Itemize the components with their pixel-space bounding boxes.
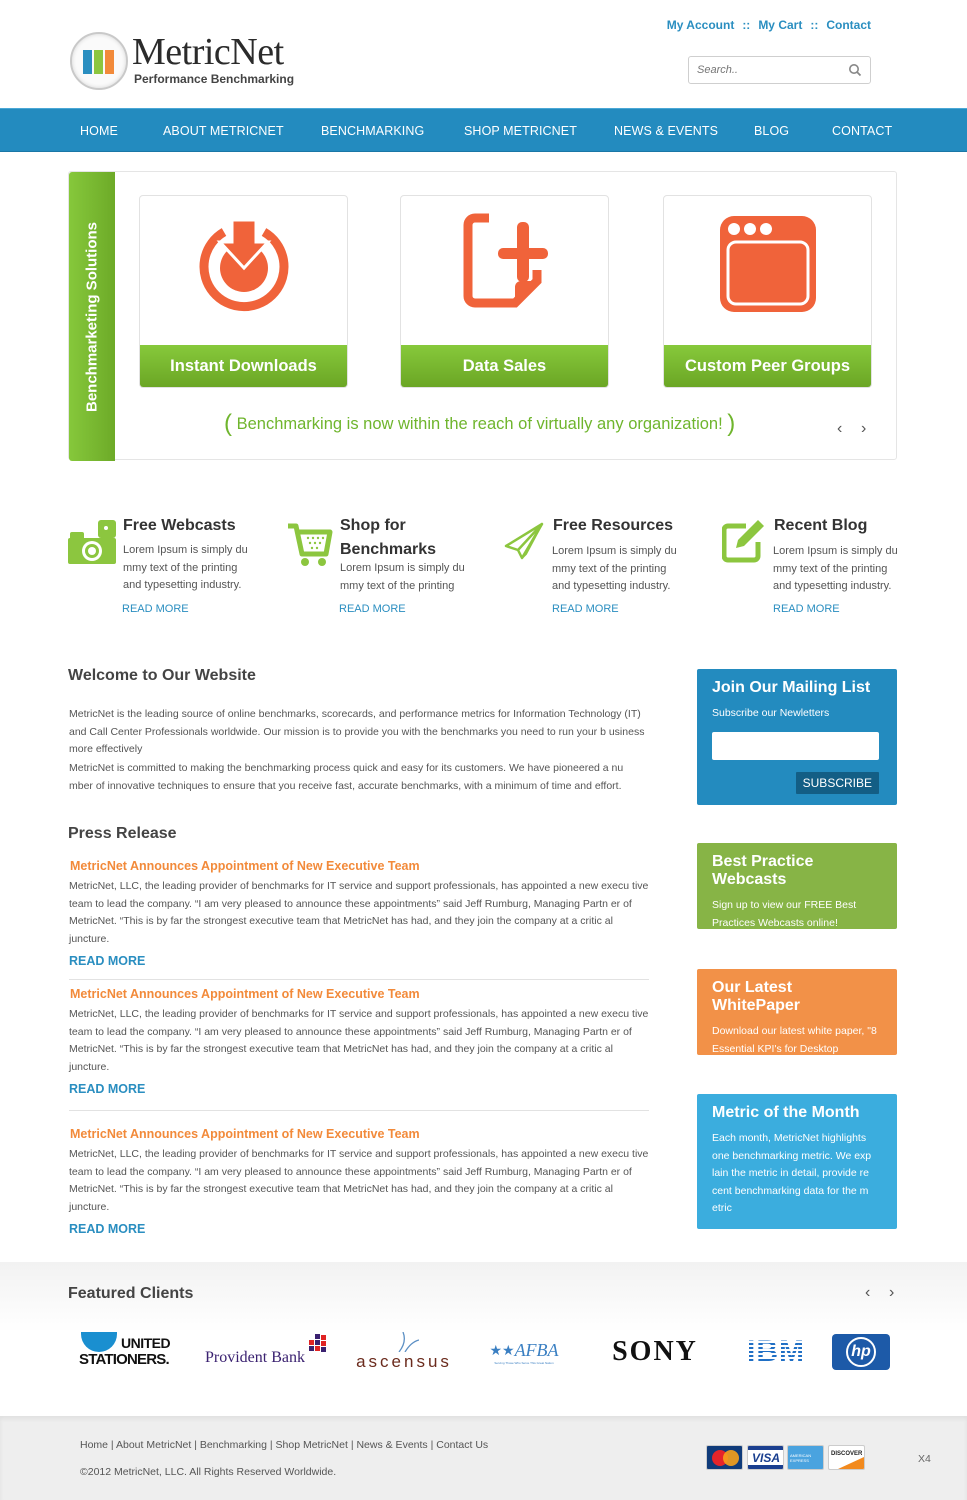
card-data-sales[interactable] — [400, 195, 609, 388]
press-item — [69, 859, 649, 970]
whitepaper-box[interactable] — [697, 969, 897, 1055]
provident-bank-squares-icon — [307, 1334, 331, 1356]
brand-name: MetricNet — [132, 31, 284, 73]
feature-text: Lorem Ipsum is simply du mmy text of the printing — [340, 562, 465, 592]
mailing-subtitle: Subscribe our Newletters — [712, 707, 830, 719]
tagline-text: Benchmarking is now within the reach of virtually any organization! — [236, 415, 723, 433]
main-nav — [0, 108, 967, 152]
my-account-link[interactable]: My Account — [666, 18, 735, 32]
press-headline[interactable]: MetricNet Announces Appointment of New Executive Team — [70, 859, 420, 873]
logo-text: STATIONERS. — [79, 1351, 169, 1368]
featured-clients-title: Featured Clients — [68, 1285, 194, 1302]
copyright: ©2012 MetricNet, LLC. All Rights Reserved Worldwide. — [80, 1466, 337, 1478]
read-more-link[interactable]: READ MORE — [339, 603, 406, 615]
hp-badge — [832, 1334, 890, 1370]
feature-title: Free Webcasts — [123, 517, 236, 534]
nav-home[interactable]: HOME — [80, 124, 118, 138]
card-custom-peer-groups[interactable] — [663, 195, 872, 388]
discover-icon: DISCOVER — [828, 1445, 865, 1470]
united-stationers-emblem — [81, 1332, 117, 1352]
press-body: MetricNet, LLC, the leading provider of benchmarks for IT service and support professionals, has appointed a new execu tive team to lead the company. “I am very pleased to announce these appointments” said Jeff Rumburg, Managing Partn er of MetricNet. “This is by far the strongest executive team that MetricNet has had, and they join the company at a critic al juncture. — [69, 1008, 649, 1073]
read-more-link[interactable]: READ MORE — [69, 1222, 146, 1236]
paper-plane-icon — [504, 520, 552, 570]
webcasts-title: Best Practice Webcasts — [712, 853, 814, 888]
divider — [69, 979, 649, 980]
solutions-slider — [68, 171, 897, 460]
search-icon[interactable] — [848, 63, 862, 77]
read-more-link[interactable]: READ MORE — [122, 603, 189, 615]
metric-of-month-box[interactable] — [697, 1094, 897, 1229]
clients-prev-arrow-icon[interactable]: ‹ — [865, 1284, 871, 1301]
whitepaper-text: Download our latest white paper, "8 Essential KPI's for Desktop — [712, 1025, 877, 1055]
footer-link-benchmarking[interactable]: Benchmarking — [199, 1439, 267, 1451]
read-more-link[interactable]: READ MORE — [69, 1082, 146, 1096]
logo-subtext: Serving Those Who Serve This Great Nation — [494, 1360, 554, 1365]
footer-links: Home | About MetricNet | Benchmarking | Shop MetricNet | News & Events | Contact Us — [80, 1439, 489, 1451]
client-logo-united-stationers[interactable] — [78, 1328, 184, 1376]
slider-next-arrow-icon[interactable]: › — [861, 420, 867, 437]
footer-link-shop[interactable]: Shop MetricNet — [275, 1439, 348, 1451]
card-instant-downloads[interactable] — [139, 195, 348, 388]
afba-mark — [489, 1340, 558, 1361]
welcome-title: Welcome to Our Website — [68, 667, 256, 684]
browser-window-icon — [718, 212, 818, 312]
read-more-link[interactable]: READ MORE — [773, 603, 840, 615]
nav-contact[interactable]: CONTACT — [832, 124, 893, 138]
press-item — [69, 987, 649, 1098]
nav-benchmarking[interactable]: BENCHMARKING — [321, 124, 425, 138]
footer-link-news[interactable]: News & Events — [356, 1439, 428, 1451]
press-body: MetricNet, LLC, the leading provider of benchmarks for IT service and support professionals, has appointed a new execu tive team to lead the company. “I am very pleased to announce these appointments” said Jeff Rumburg, Managing Partn er of MetricNet. “This is by far the strongest executive team that MetricNet has had, and they join the company at a critic al juncture. — [69, 880, 649, 945]
press-headline[interactable]: MetricNet Announces Appointment of New Executive Team — [70, 987, 420, 1001]
amex-icon: AMERICAN EXPRESS — [787, 1445, 824, 1470]
subscribe-button[interactable]: SUBSCRIBE — [796, 772, 879, 794]
slider-side-tab — [69, 172, 115, 461]
client-logo-ibm[interactable] — [736, 1328, 816, 1376]
logo-bar-blue — [83, 50, 92, 74]
logo-text: hp — [846, 1337, 876, 1367]
logo-text: SONY — [612, 1336, 698, 1367]
client-logo-afba[interactable] — [482, 1328, 566, 1376]
feature-title: Free Resources — [553, 517, 674, 534]
search-box — [688, 56, 871, 84]
nav-shop[interactable]: SHOP METRICNET — [464, 124, 577, 138]
separator: :: — [742, 18, 751, 32]
logo-emblem — [70, 32, 128, 90]
nav-about[interactable]: ABOUT METRICNET — [163, 124, 284, 138]
separator: :: — [810, 18, 819, 32]
contact-link[interactable]: Contact — [826, 18, 871, 32]
whitepaper-title: Our Latest WhitePaper — [712, 979, 801, 1014]
logo-text: Provident Bank — [205, 1349, 305, 1366]
my-cart-link[interactable]: My Cart — [758, 18, 803, 32]
read-more-link[interactable]: READ MORE — [69, 954, 146, 968]
mailing-title: Join Our Mailing List — [712, 679, 871, 696]
logo-text: UNITED — [121, 1335, 171, 1351]
client-logo-provident-bank[interactable] — [198, 1328, 338, 1376]
metricnet-logo[interactable] — [68, 30, 313, 94]
nav-news-events[interactable]: NEWS & EVENTS — [614, 124, 719, 138]
search-input[interactable] — [689, 57, 839, 83]
press-item — [69, 1127, 649, 1238]
feature-title: Shop for Benchmarks — [340, 517, 437, 558]
nav-blog[interactable]: BLOG — [754, 124, 790, 138]
clients-next-arrow-icon[interactable]: › — [889, 1284, 895, 1301]
email-field[interactable] — [712, 732, 879, 760]
footer-link-about[interactable]: About MetricNet — [116, 1439, 192, 1451]
close-paren: ) — [727, 410, 736, 437]
card-label: Custom Peer Groups — [663, 345, 872, 388]
press-body: MetricNet, LLC, the leading provider of benchmarks for IT service and support professionals, has appointed a new execu tive team to lead the company. “I am very pleased to announce these appointments” said Jeff Rumburg, Managing Partn er of MetricNet. “This is by far the strongest executive team that MetricNet has had, and they join the company at a critic al juncture. — [69, 1148, 649, 1213]
feature-text: Lorem Ipsum is simply du mmy text of the printing and typesetting industry. — [123, 544, 248, 591]
mailing-list-box — [697, 669, 897, 805]
logo-text: ascensus — [356, 1352, 452, 1371]
slider-prev-arrow-icon[interactable]: ‹ — [837, 420, 843, 437]
logo-bar-green — [94, 50, 103, 74]
united-stationers-mark — [79, 1332, 183, 1372]
document-add-icon — [455, 212, 555, 312]
open-paren: ( — [224, 410, 232, 437]
x4-label: X4 — [918, 1453, 931, 1465]
press-headline[interactable]: MetricNet Announces Appointment of New Executive Team — [70, 1127, 420, 1141]
logo-text: IBM — [747, 1335, 805, 1368]
mastercard-icon — [706, 1445, 743, 1470]
camera-icon — [68, 518, 116, 568]
slider-tagline — [224, 410, 735, 438]
card-label: Data Sales — [400, 345, 609, 388]
metric-text: Each month, MetricNet highlights one benchmarking metric. We exp lain the metric in detail, provide re cent benchmarking data for the m etric — [712, 1132, 872, 1214]
site-header — [0, 0, 967, 108]
webcasts-text: Sign up to view our FREE Best Practices Webcasts online! — [712, 899, 857, 929]
footer-link-contact[interactable]: Contact Us — [436, 1439, 489, 1451]
best-practice-webcasts-box[interactable] — [697, 843, 897, 929]
ascensus-swoosh-icon — [389, 1332, 419, 1352]
welcome-paragraph-1: MetricNet is the leading source of online benchmarks, scorecards, and performance metrics for Information Technology (IT) and Call Center Professionals worldwide. Our mission is to provide you with the benchmarks you need to run your b usiness more effectively — [69, 708, 645, 755]
stars-icon: ★★ — [489, 1341, 515, 1358]
press-release-title: Press Release — [68, 825, 177, 842]
feature-text: Lorem Ipsum is simply du mmy text of the printing and typesetting industry. — [773, 545, 898, 592]
top-links — [667, 18, 871, 32]
download-icon — [194, 212, 294, 312]
client-logo-hp[interactable] — [832, 1328, 890, 1376]
edit-icon — [722, 518, 770, 568]
footer-link-home[interactable]: Home — [80, 1439, 109, 1451]
logo-text: AFBA — [514, 1339, 559, 1360]
visa-icon: VISA — [747, 1445, 784, 1470]
read-more-link[interactable]: READ MORE — [552, 603, 619, 615]
feature-text: Lorem Ipsum is simply du mmy text of the printing and typesetting industry. — [552, 545, 677, 592]
client-logo-ascensus[interactable] — [344, 1328, 464, 1376]
welcome-paragraph-2: MetricNet is committed to making the benchmarking process quick and easy for its customers. We have pioneered a nu mber of innovative techniques to ensure that you receive fast, accurate benchmarks, with a minimum of time and effort. — [69, 762, 624, 792]
card-label: Instant Downloads — [139, 345, 348, 388]
feature-title: Recent Blog — [774, 517, 868, 534]
slider-side-label: Benchmarketing Solutions — [83, 221, 101, 413]
logo-bar-orange — [105, 50, 114, 74]
cart-icon — [286, 520, 334, 570]
client-logo-sony[interactable] — [588, 1328, 722, 1376]
divider — [69, 1110, 649, 1111]
metric-title: Metric of the Month — [712, 1104, 860, 1121]
brand-tagline: Performance Benchmarking — [134, 72, 295, 86]
